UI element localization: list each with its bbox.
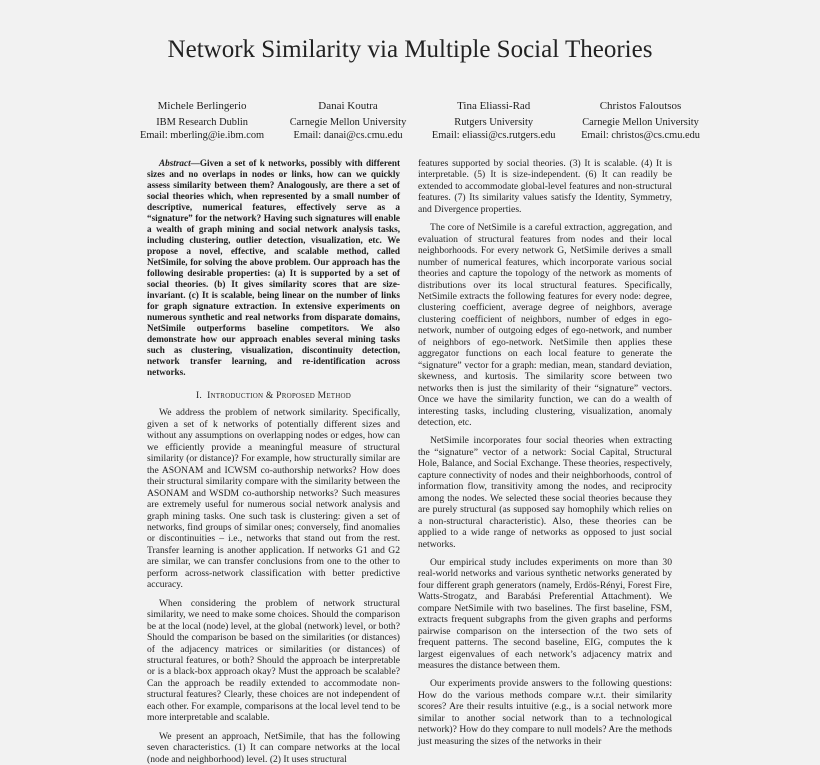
author-4 [581,100,700,143]
abstract-label: Abstract [159,158,191,168]
author-3 [432,100,556,143]
author-name: Tina Eliassi-Rad [457,100,531,112]
body-paragraph: The core of NetSimile is a careful extraction, aggregation, and evaluation of structural features from nodes and their local neighborhoods. For every network G, NetSimile derives a small number of numerical features, which incorporate various social theories and capture the topology of the network as moments of distributions over its local structural features. Specifically, NetSimile extracts the following features for every node: degree, clustering coefficient, average degree of neighbors, average clustering coefficient of neighbors, number of edges in ego-network, number of outgoing edges of ego-network, and number of neighbors of ego-network. NetSimile then applies these aggregator functions on each local feature to generate the “signature” vector for a graph: median, mean, standard deviation, skewness, and kurtosis. The similarity score between two networks then is just the similarity of their “signature” vectors. Once we have the similarity function, we can do a wealth of interesting tasks, including clustering, visualization, anomaly detection, etc. [418,222,672,428]
author-email: Email: eliassi@cs.rutgers.edu [431,130,556,141]
section-number: I. [195,390,202,401]
author-affiliation: Carnegie Mellon University [582,116,699,128]
abstract [147,158,400,378]
author-affiliation: IBM Research Dublin [156,116,248,128]
body-paragraph: When considering the problem of network structural similarity, we need to make some choices. Should the comparison be at the local (node) level, at the global (network) level, or both? Should the comparison be based on the similarities (or distances) of the adjacency matrices or similarities (or distances) of structural features, or both? Should the approach be interpretable or is a black-box approach okay? Must the approach be scalable? Can the approach be readily extended to accommodate non-structural features? Clearly, these choices are not independent of each other. For example, comparisons at the local level tend to be more interpretable and scalable. [147,597,400,724]
author-affiliation: Carnegie Mellon University [289,116,407,128]
body-paragraph: Our experiments provide answers to the following questions: How do the various methods compare w.r.t. their similarity scores? Are their results intuitive (e.g., is a social network more similar to another social network than to a technological network)? How do they compare to null models? Are the methods just measuring the sizes of the networks in their [418,678,672,747]
author-affiliation: Rutgers University [454,116,534,128]
section-title: Introduction & Proposed Method [207,390,352,401]
author-1 [140,100,264,143]
section-heading [147,390,400,401]
author-email: Email: danai@cs.cmu.edu [293,130,403,141]
author-block [140,100,700,143]
author-name: Christos Faloutsos [599,100,682,112]
left-column [147,158,400,765]
abstract-text: —Given a set of k networks, possibly with different sizes and no overlaps in nodes or links, how can we quickly assess similarity between them? Analogously, are there a set of social theories which, when represented by a small number of descriptive, numerical features, effectively serve as a “signature” for the network? Having such signatures will enable a wealth of graph mining and social network analysis tasks, including clustering, outlier detection, visualization, etc. We propose a novel, effective, and scalable method, called NetSimile, for solving the above problem. Our approach has the following desirable properties: (a) It is supported by a set of social theories. (b) It gives similarity scores that are size-invariant. (c) It is scalable, being linear on the number of links for graph signature extraction. In extensive experiments on numerous synthetic and real networks from disparate domains, NetSimile outperforms baseline competitors. We also demonstrate how our approach enables several mining tasks such as clustering, visualization, discontinuity detection, network transfer learning, and re-identification across networks. [147,158,400,377]
author-email: Email: christos@cs.cmu.edu [581,130,700,141]
body-paragraph: NetSimile incorporates four social theories when extracting the “signature” vector of a network: Social Capital, Structural Hole, Balance, and Social Exchange. These theories, respectively, capture connectivity of nodes and their neighborhoods, control of information flow, transitivity among the nodes, and reciprocity among the nodes. We selected these social theories because they are purely structural (as supposed say homophily which relies on a non-structural characteristic). Also, these theories can be applied to a wide range of networks as opposed to just social networks. [418,435,672,550]
body-paragraph: We present an approach, NetSimile, that has the following seven characteristics. (1) It can compare networks at the local (node and neighborhood) level. (2) It uses structural [147,730,400,765]
author-name: Michele Berlingerio [157,100,247,112]
author-name: Danai Koutra [318,100,378,112]
body-paragraph: We address the problem of network similarity. Specifically, given a set of k networks of potentially different sizes and without any assumptions on overlapping nodes or edges, how can we efficiently provide a meaningful measure of structural similarity (or distance)? For example, how structurally similar are the ASONAM and ICWSM co-authorship networks? How does their structural similarity compare with the similarity between the ASONAM and WSDM co-authorship networks? Such measures are extremely useful for numerous social network analysis and graph mining tasks. One such task is clustering: given a set of networks, find groups of similar ones; conversely, find anomalies or discontinuities – i.e., networks that stand out from the rest. Transfer learning is another application. If networks G1 and G2 are similar, we can transfer conclusions from one to the other to perform across-network classification with better predictive accuracy. [147,407,400,591]
author-email: Email: mberling@ie.ibm.com [140,130,265,141]
right-column [418,158,672,758]
author-2 [290,100,407,143]
paper-title: Network Similarity via Multiple Social Theories [167,36,653,63]
body-paragraph: Our empirical study includes experiments on more than 30 real-world networks and various synthetic networks generated by four different graph generators (namely, Erdös-Rényi, Forest Fire, Watts-Strogatz, and Barabási Preferential Attachment). We compare NetSimile with two baselines. The first baseline, FSM, extracts frequent subgraphs from the given graphs and performs pairwise comparison on the intersection of the two sets of frequent patterns. The second baseline, EIG, computes the k largest eigenvalues of each network’s adjacency matrix and measures the distance between them. [418,556,672,672]
body-paragraph: features supported by social theories. (3) It is scalable. (4) It is interpretable. (5) It is size-independent. (6) It can readily be extended to accommodate global-level features and non-structural features. (7) Its similarity values satisfy the Identity, Symmetry, and Divergence properties. [418,158,672,215]
